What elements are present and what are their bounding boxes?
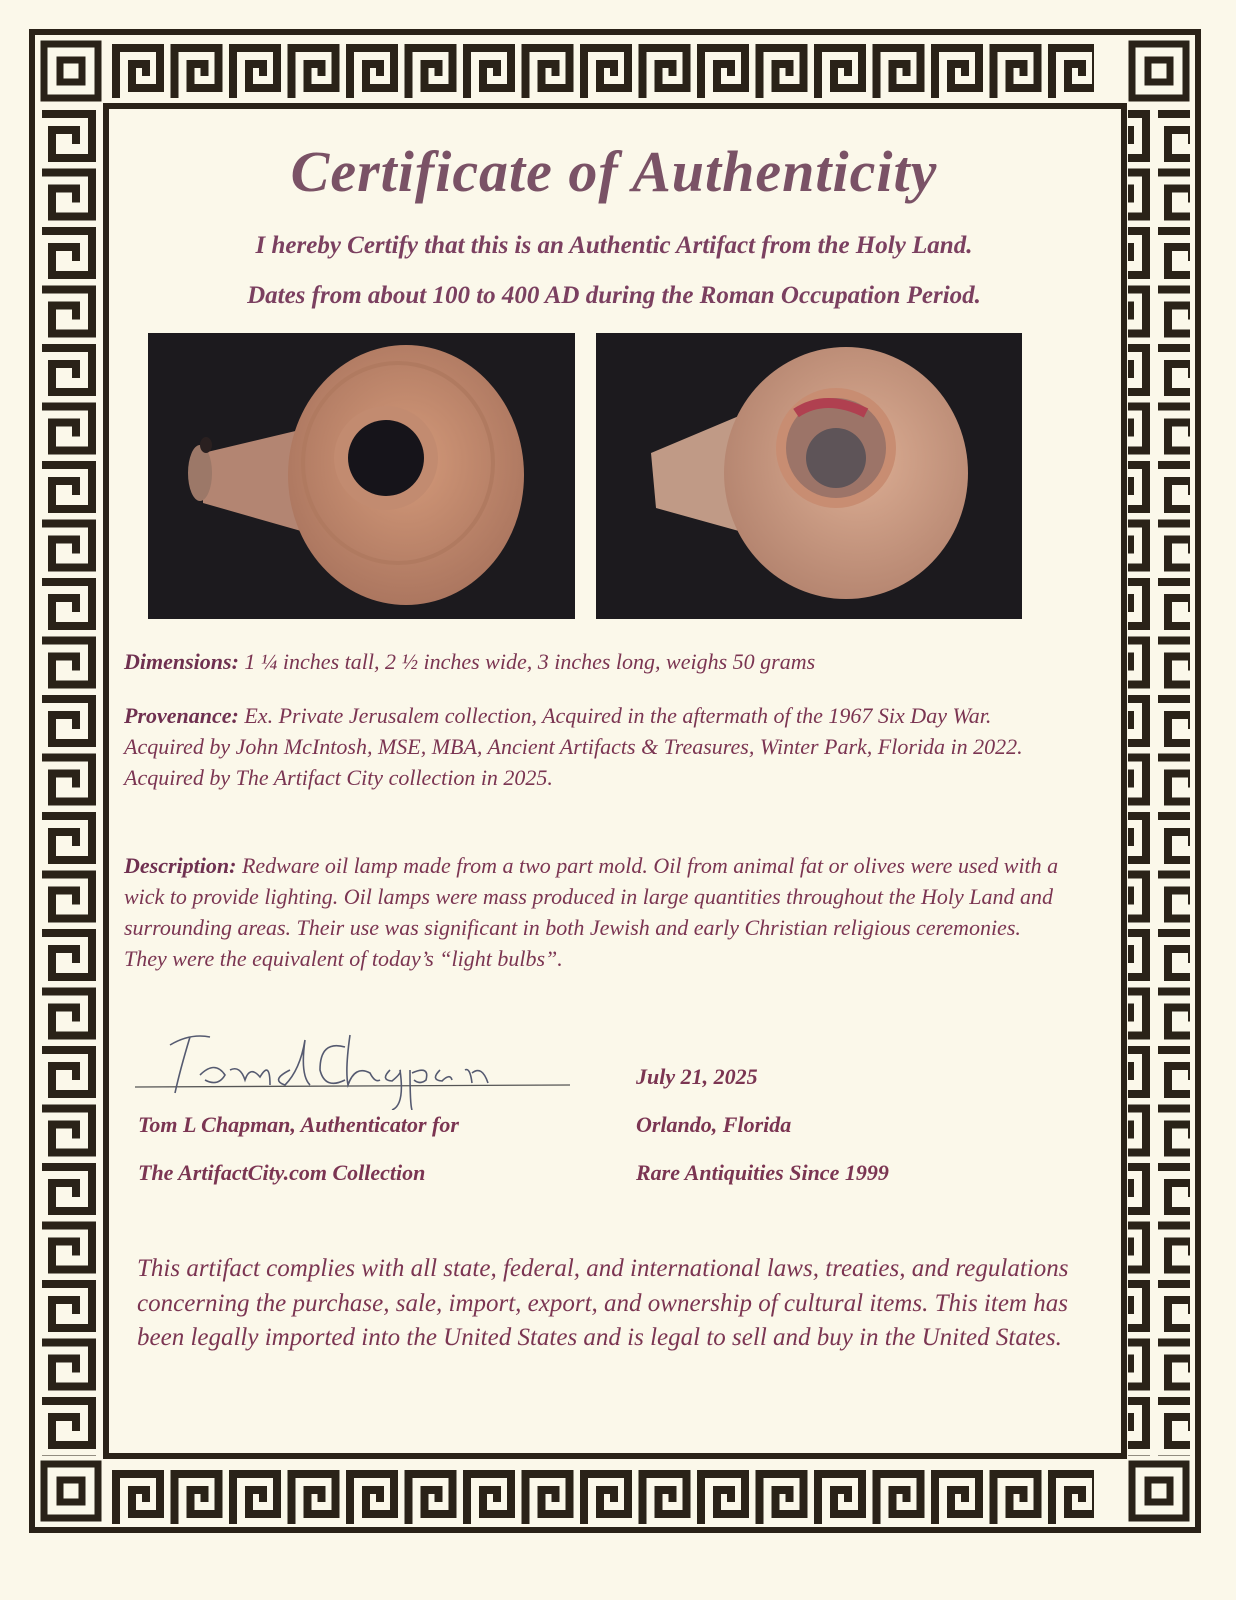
provenance-text: Ex. Private Jerusalem collection, Acquired in the aftermath of the 1967 Six Day War. Acquired by John McIntosh, MSE, MBA, Ancient Artifacts & Treasures, Winter Park, Florida in 2022. Acquired by The Artifact City collection in 2025.	[124, 703, 1023, 790]
description-text: Redware oil lamp made from a two part mold. Oil from animal fat or olives were used with a wick to provide lighting. Oil lamps were mass produced in large quantities throughout the Holy Land and surrounding areas. Their use was significant in both Jewish and early Christian religious ceremonies. They were the equivalent of today’s “light bulbs”.	[124, 853, 1059, 971]
certificate-title: Certificate of Authenticity	[290, 139, 938, 204]
intro-line-2: Dates from about 100 to 400 AD during the Roman Occupation Period.	[247, 282, 981, 309]
dimensions	[124, 646, 1064, 677]
handwritten-signature	[130, 1025, 580, 1110]
description	[124, 850, 1064, 974]
provenance-label: Provenance:	[124, 703, 239, 728]
certificate-date: July 21, 2025	[636, 1064, 758, 1089]
provenance	[124, 700, 1064, 793]
dimensions-text: 1 ¼ inches tall, 2 ½ inches wide, 3 inches long, weighs 50 grams	[238, 649, 816, 674]
dimensions-label: Dimensions:	[124, 649, 239, 674]
description-label: Description:	[124, 853, 237, 878]
tagline: Rare Antiquities Since 1999	[636, 1160, 889, 1185]
legal-compliance-text: This artifact complies with all state, federal, and international laws, treaties, and regulations concerning the purchase, sale, import, export, and ownership of cultural items. This item has been legally imported into the United States and is legal to sell and buy in the United States.	[137, 1255, 1069, 1351]
intro-line-1: I hereby Certify that this is an Authentic Artifact from the Holy Land.	[255, 232, 973, 259]
artifact-photo-bottom	[596, 333, 1022, 619]
signer-line-1: Tom L Chapman, Authenticator for	[138, 1112, 459, 1137]
signer-line-2: The ArtifactCity.com Collection	[138, 1160, 426, 1185]
certificate-location: Orlando, Florida	[636, 1112, 792, 1137]
artifact-photo-top	[148, 333, 575, 619]
